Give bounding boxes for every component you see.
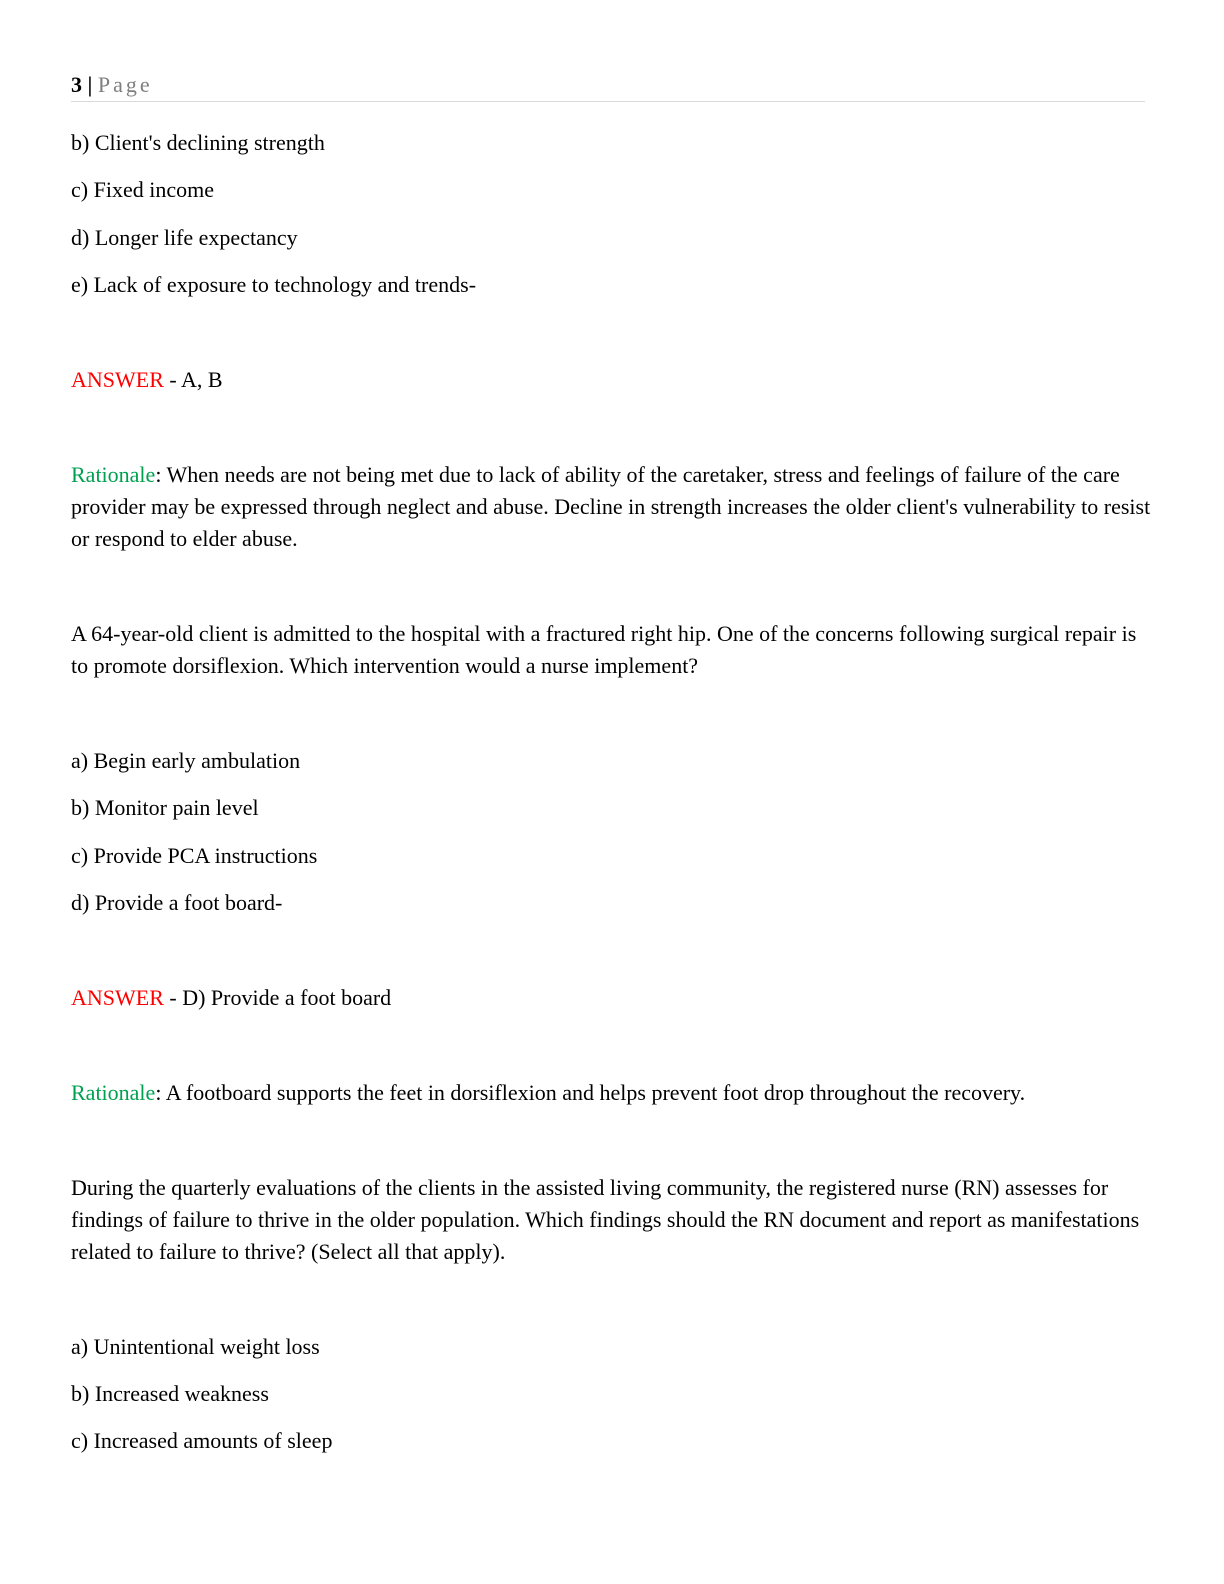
answer-label: ANSWER [71, 985, 164, 1010]
option-b: b) Client's declining strength [71, 130, 325, 155]
option-d: d) Provide a foot board- [71, 890, 283, 915]
option-c: c) Increased amounts of sleep [71, 1428, 333, 1453]
option-c: c) Provide PCA instructions [71, 843, 318, 868]
rationale-paragraph [71, 459, 1151, 555]
question-text: During the quarterly evaluations of the clients in the assisted living community, the registered nurse (RN) assesses for findings of failure to thrive in the older population. Which findings should the RN document and report as manifestations related to failure to thrive? (Select all that apply). [71, 1175, 1140, 1264]
page-separator: | [87, 72, 93, 97]
answer-text: - A, B [163, 367, 223, 392]
rationale-label: Rationale [71, 1080, 156, 1105]
answer-label: ANSWER [71, 367, 164, 392]
question-text: A 64-year-old client is admitted to the hospital with a fractured right hip. One of the concerns following surgical repair is to promote dorsiflexion. Which intervention would a nurse implement? [71, 621, 1137, 678]
answer-line [71, 982, 1151, 1014]
option-a: a) Unintentional weight loss [71, 1334, 320, 1359]
rationale-text: : A footboard supports the feet in dorsiflexion and helps prevent foot drop throughout the recovery. [155, 1080, 1026, 1105]
option-d: d) Longer life expectancy [71, 225, 298, 250]
answer-text: - D) Provide a foot board [163, 985, 392, 1010]
option-b: b) Increased weakness [71, 1381, 269, 1406]
option-e: e) Lack of exposure to technology and trends- [71, 272, 477, 297]
rationale-label: Rationale [71, 462, 156, 487]
option-c: c) Fixed income [71, 177, 214, 202]
answer-line [71, 364, 1151, 396]
rationale-paragraph [71, 1077, 1151, 1109]
page-word: Page [97, 72, 153, 97]
option-b: b) Monitor pain level [71, 795, 259, 820]
rationale-text: : When needs are not being met due to lack of ability of the caretaker, stress and feelings of failure of the care provider may be expressed through neglect and abuse. Decline in strength increases the older client's vulnerability to resist or respond to elder abuse. [71, 462, 1151, 551]
page-header [71, 70, 1145, 102]
page-number: 3 [71, 72, 82, 97]
option-a: a) Begin early ambulation [71, 748, 301, 773]
